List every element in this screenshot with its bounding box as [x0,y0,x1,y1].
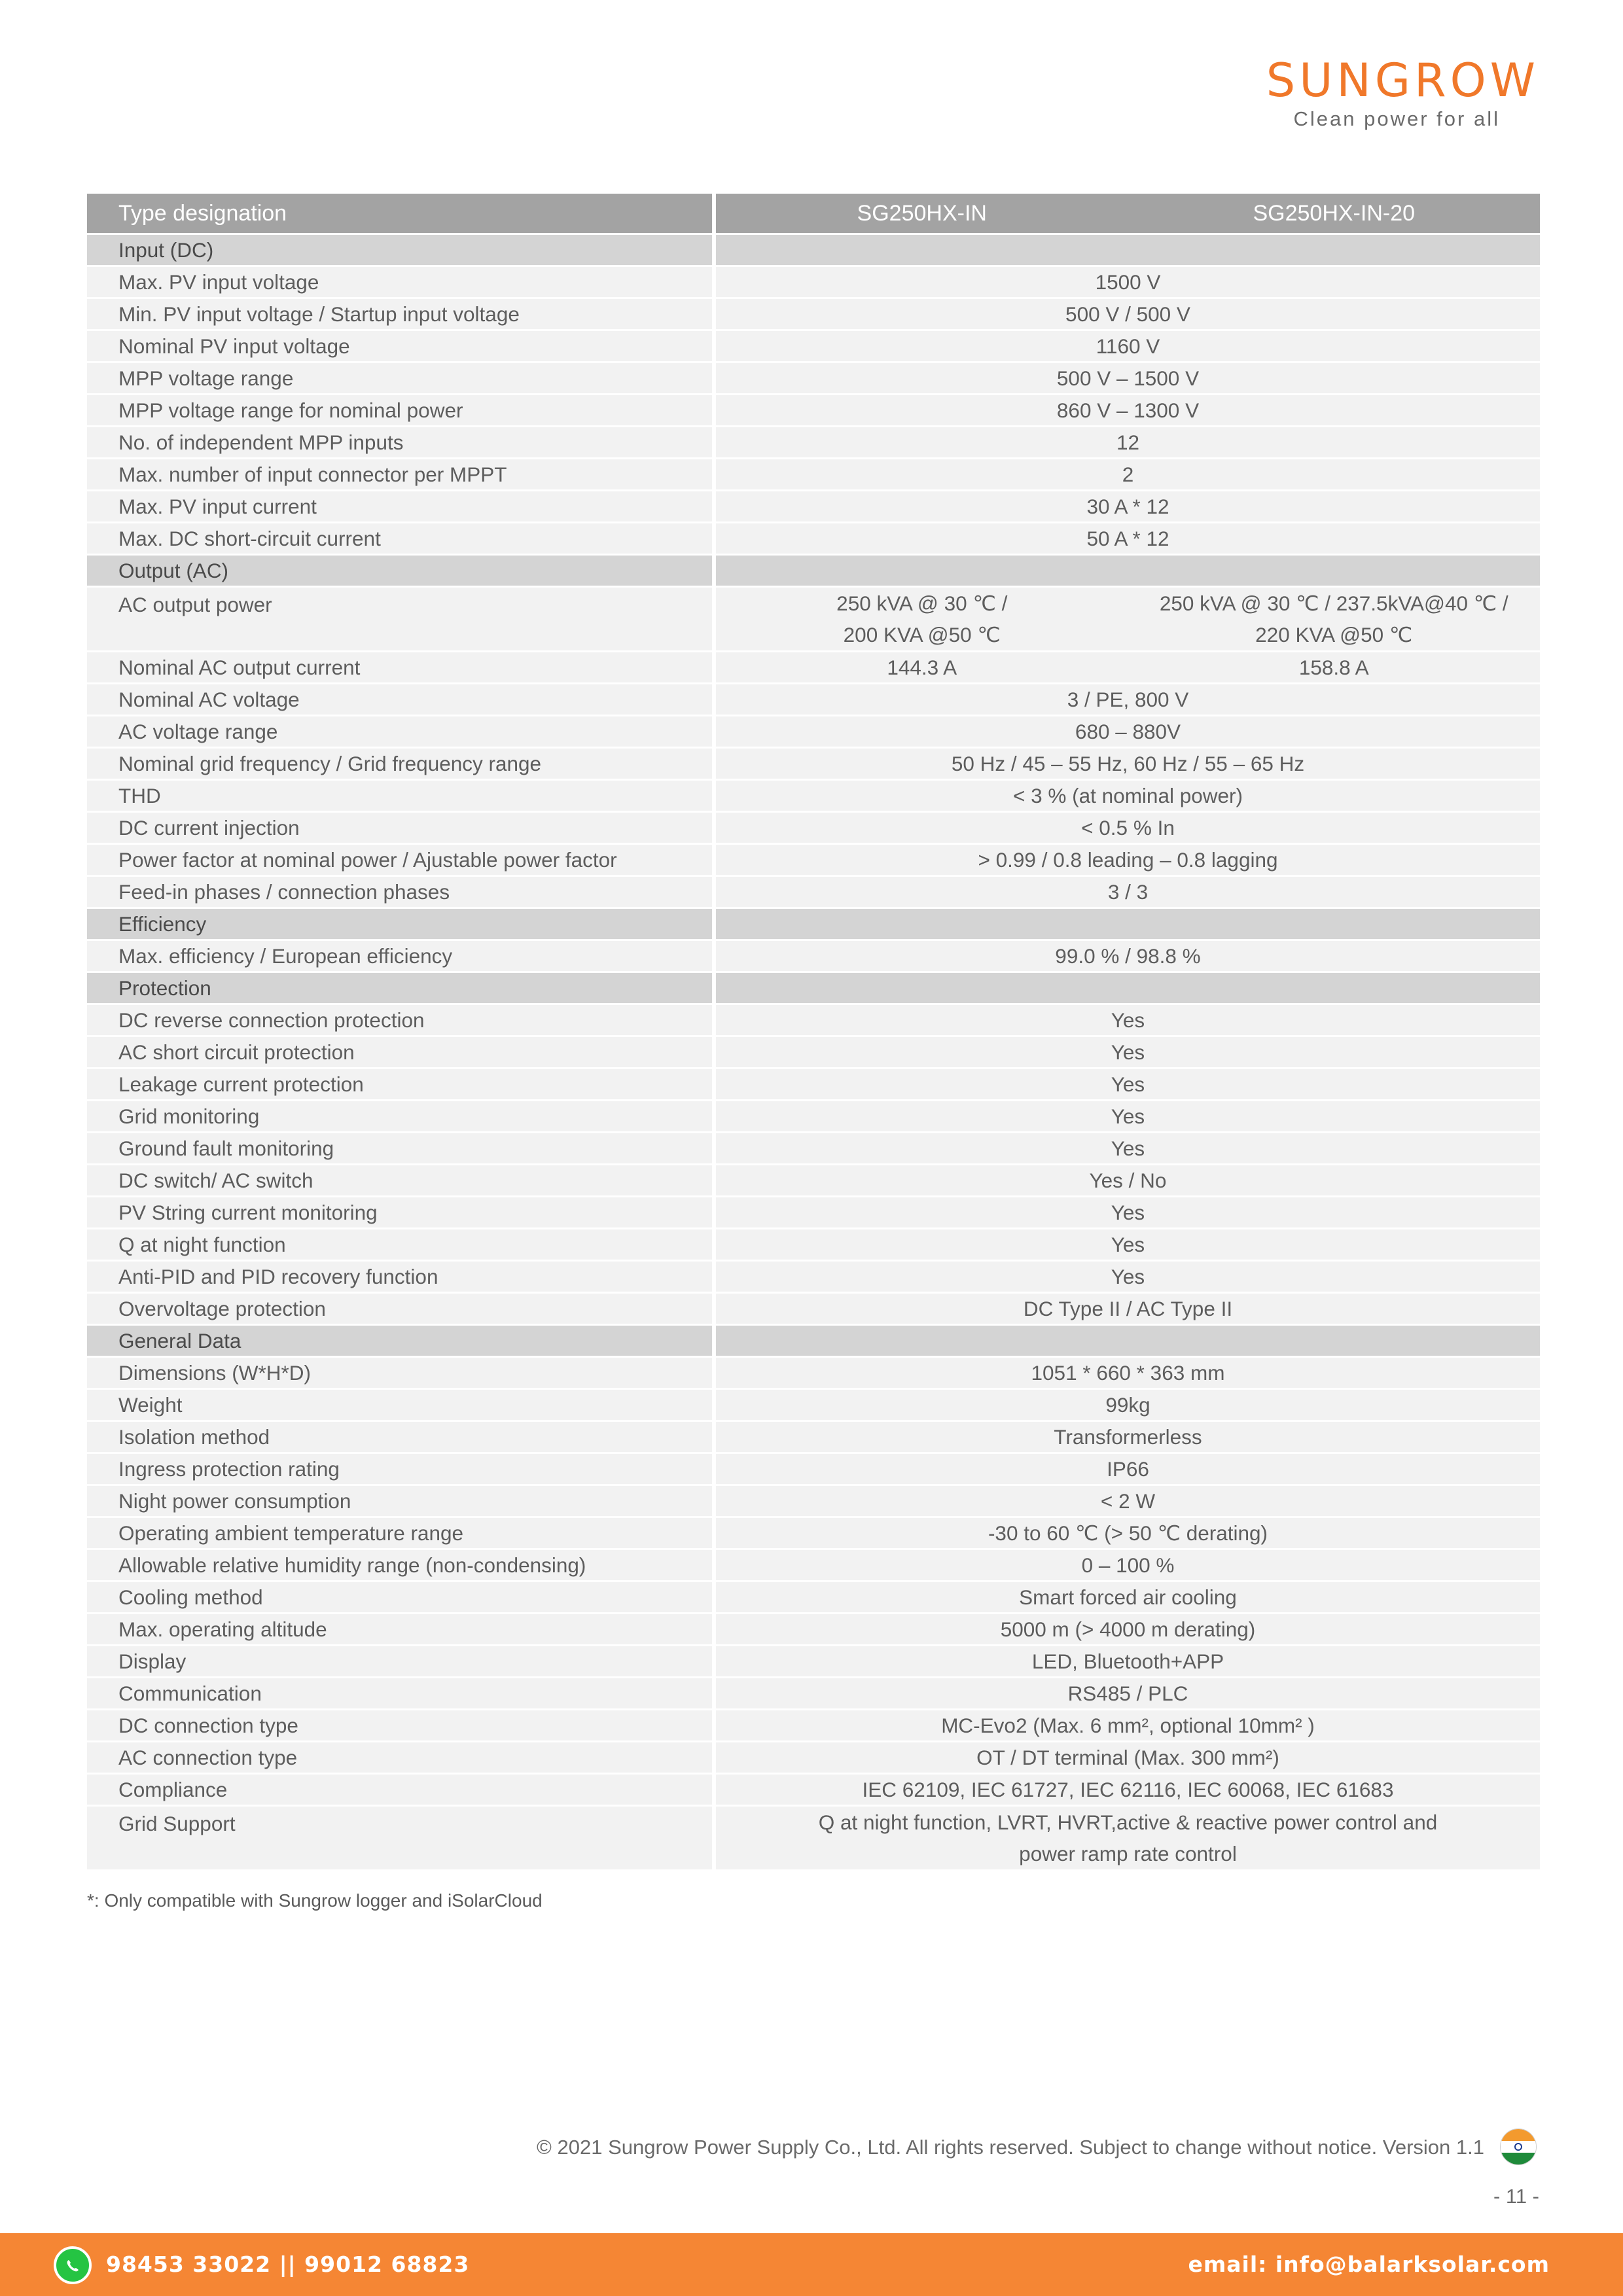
spec-value: 0 – 100 % [716,1550,1540,1580]
spec-label: Power factor at nominal power / Ajustable power factor [87,845,712,875]
spec-label: Communication [87,1678,712,1708]
spec-label: Isolation method [87,1422,712,1452]
table-row [87,1486,1540,1516]
section-row-efficiency [87,909,1540,939]
spec-label: Feed-in phases / connection phases [87,877,712,907]
table-row [87,1005,1540,1035]
phone-numbers[interactable]: 98453 33022 || 99012 68823 [106,2252,470,2277]
spec-label: DC current injection [87,813,712,843]
table-header-row [87,194,1540,233]
spec-label: Max. operating altitude [87,1614,712,1644]
spec-value: 1500 V [716,267,1540,297]
spec-label: Min. PV input voltage / Startup input voltage [87,299,712,329]
spec-value: Transformerless [716,1422,1540,1452]
spec-value: 12 [716,427,1540,457]
spec-label: DC connection type [87,1710,712,1740]
spec-label: Ground fault monitoring [87,1133,712,1163]
table-row [87,1422,1540,1452]
spec-value: Q at night function, LVRT, HVRT,active & reactive power control and power ramp rate control [716,1807,1540,1869]
table-row [87,363,1540,393]
model-header-1: SG250HX-IN [716,194,1128,233]
page-number: - 11 - [1493,2185,1539,2208]
spec-label: Operating ambient temperature range [87,1518,712,1548]
spec-value: Yes [716,1197,1540,1227]
table-row [87,1358,1540,1388]
table-row [87,716,1540,747]
spec-value: 99.0 % / 98.8 % [716,941,1540,971]
copyright-text: © 2021 Sungrow Power Supply Co., Ltd. All rights reserved. Subject to change without notice. Version 1.1 [537,2136,1484,2159]
sungrow-logo [1266,54,1539,131]
spec-value-model-2: 158.8 A [1128,652,1541,682]
section-row-output [87,556,1540,586]
table-row [87,1646,1540,1676]
spec-value: Yes [716,1262,1540,1292]
table-row [87,1165,1540,1195]
spec-label: Weight [87,1390,712,1420]
spec-value: 99kg [716,1390,1540,1420]
table-row [87,781,1540,811]
spec-label: Leakage current protection [87,1069,712,1099]
table-row [87,1262,1540,1292]
spec-label: AC connection type [87,1742,712,1773]
spec-value-model-2: 250 kVA @ 30 ℃ / 237.5kVA@40 ℃ / 220 KVA @50 ℃ [1128,588,1541,650]
table-row [87,1550,1540,1580]
section-title: Input (DC) [87,235,712,265]
spec-value: 3 / PE, 800 V [716,684,1540,715]
spec-value: DC Type II / AC Type II [716,1294,1540,1324]
spec-value: 5000 m (> 4000 m derating) [716,1614,1540,1644]
spec-value: 50 A * 12 [716,523,1540,554]
table-row [87,1390,1540,1420]
spec-value: OT / DT terminal (Max. 300 mm²) [716,1742,1540,1773]
spec-value: MC-Evo2 (Max. 6 mm², optional 10mm² ) [716,1710,1540,1740]
spec-label: Nominal grid frequency / Grid frequency range [87,749,712,779]
spec-value: 30 A * 12 [716,491,1540,521]
spec-label: Night power consumption [87,1486,712,1516]
spec-label: Dimensions (W*H*D) [87,1358,712,1388]
email-address[interactable]: email: info@balarksolar.com [1188,2252,1550,2277]
table-row [87,331,1540,361]
footnote: *: Only compatible with Sungrow logger and iSolarCloud [87,1890,543,1911]
spec-value: 500 V / 500 V [716,299,1540,329]
whatsapp-icon[interactable] [54,2246,92,2284]
section-row-general [87,1326,1540,1356]
spec-label: No. of independent MPP inputs [87,427,712,457]
spec-label: Cooling method [87,1582,712,1612]
table-row [87,1294,1540,1324]
spec-value: Yes [716,1101,1540,1131]
table-row [87,395,1540,425]
spec-label: MPP voltage range [87,363,712,393]
spec-value: 1160 V [716,331,1540,361]
table-row [87,845,1540,875]
spec-label: Ingress protection rating [87,1454,712,1484]
spec-value: RS485 / PLC [716,1678,1540,1708]
contact-bar [0,2233,1623,2296]
table-row [87,684,1540,715]
spec-label: DC switch/ AC switch [87,1165,712,1195]
table-row [87,813,1540,843]
table-row [87,749,1540,779]
spec-label: Compliance [87,1775,712,1805]
table-row [87,299,1540,329]
spec-value: < 3 % (at nominal power) [716,781,1540,811]
spec-value: 50 Hz / 45 – 55 Hz, 60 Hz / 55 – 65 Hz [716,749,1540,779]
table-row [87,459,1540,489]
table-row [87,1614,1540,1644]
spec-label: Max. number of input connector per MPPT [87,459,712,489]
type-designation-header: Type designation [87,194,712,233]
table-row [87,491,1540,521]
spec-value-model-1: 144.3 A [716,652,1128,682]
table-row [87,1133,1540,1163]
table-row [87,1742,1540,1773]
spec-label: AC voltage range [87,716,712,747]
brand-name: SUNGROW [1266,54,1539,107]
spec-value: IP66 [716,1454,1540,1484]
spec-table [87,192,1540,1871]
spec-label: Grid monitoring [87,1101,712,1131]
spec-label: Max. PV input current [87,491,712,521]
spec-label: PV String current monitoring [87,1197,712,1227]
table-row [87,1710,1540,1740]
spec-label: AC short circuit protection [87,1037,712,1067]
spec-value: 1051 * 660 * 363 mm [716,1358,1540,1388]
spec-value: -30 to 60 ℃ (> 50 ℃ derating) [716,1518,1540,1548]
spec-value: 860 V – 1300 V [716,395,1540,425]
spec-value: Yes [716,1005,1540,1035]
brand-tagline: Clean power for all [1293,107,1500,130]
table-row [87,1229,1540,1260]
spec-label: MPP voltage range for nominal power [87,395,712,425]
spec-label: AC output power [87,588,712,650]
spec-label: Nominal AC voltage [87,684,712,715]
spec-value: Yes / No [716,1165,1540,1195]
section-row-protection [87,973,1540,1003]
spec-label: Max. efficiency / European efficiency [87,941,712,971]
spec-value: IEC 62109, IEC 61727, IEC 62116, IEC 60068, IEC 61683 [716,1775,1540,1805]
spec-value: 2 [716,459,1540,489]
table-row-grid-support [87,1807,1540,1869]
table-row [87,1197,1540,1227]
spec-label: Q at night function [87,1229,712,1260]
table-row [87,941,1540,971]
section-title: Protection [87,973,712,1003]
spec-label: Max. PV input voltage [87,267,712,297]
spec-value-model-1: 250 kVA @ 30 ℃ / 200 KVA @50 ℃ [716,588,1128,650]
table-row [87,1069,1540,1099]
spec-label: Allowable relative humidity range (non-condensing) [87,1550,712,1580]
spec-value: Yes [716,1229,1540,1260]
spec-value: Yes [716,1069,1540,1099]
spec-value: < 2 W [716,1486,1540,1516]
table-row [87,1582,1540,1612]
spec-label: Max. DC short-circuit current [87,523,712,554]
spec-label: THD [87,781,712,811]
table-row [87,1775,1540,1805]
spec-label: Display [87,1646,712,1676]
table-row [87,1101,1540,1131]
table-row [87,1518,1540,1548]
spec-value: Yes [716,1037,1540,1067]
table-row [87,523,1540,554]
section-row-input [87,235,1540,265]
spec-value: 500 V – 1500 V [716,363,1540,393]
india-flag-icon [1500,2128,1537,2165]
table-row [87,1037,1540,1067]
model-header-2: SG250HX-IN-20 [1128,194,1541,233]
spec-value: Smart forced air cooling [716,1582,1540,1612]
spec-value: < 0.5 % In [716,813,1540,843]
table-row [87,427,1540,457]
table-row [87,877,1540,907]
spec-value: 3 / 3 [716,877,1540,907]
spec-label: Nominal AC output current [87,652,712,682]
spec-label: Overvoltage protection [87,1294,712,1324]
table-row [87,1454,1540,1484]
spec-value: > 0.99 / 0.8 leading – 0.8 lagging [716,845,1540,875]
table-row [87,1678,1540,1708]
section-title: General Data [87,1326,712,1356]
spec-label: Nominal PV input voltage [87,331,712,361]
spec-value: Yes [716,1133,1540,1163]
spec-label: DC reverse connection protection [87,1005,712,1035]
spec-value: LED, Bluetooth+APP [716,1646,1540,1676]
table-row [87,267,1540,297]
spec-label: Anti-PID and PID recovery function [87,1262,712,1292]
section-title: Output (AC) [87,556,712,586]
spec-label: Grid Support [87,1807,712,1869]
section-title: Efficiency [87,909,712,939]
table-row-ac-output-power [87,588,1540,650]
table-row-ac-current [87,652,1540,682]
spec-value: 680 – 880V [716,716,1540,747]
